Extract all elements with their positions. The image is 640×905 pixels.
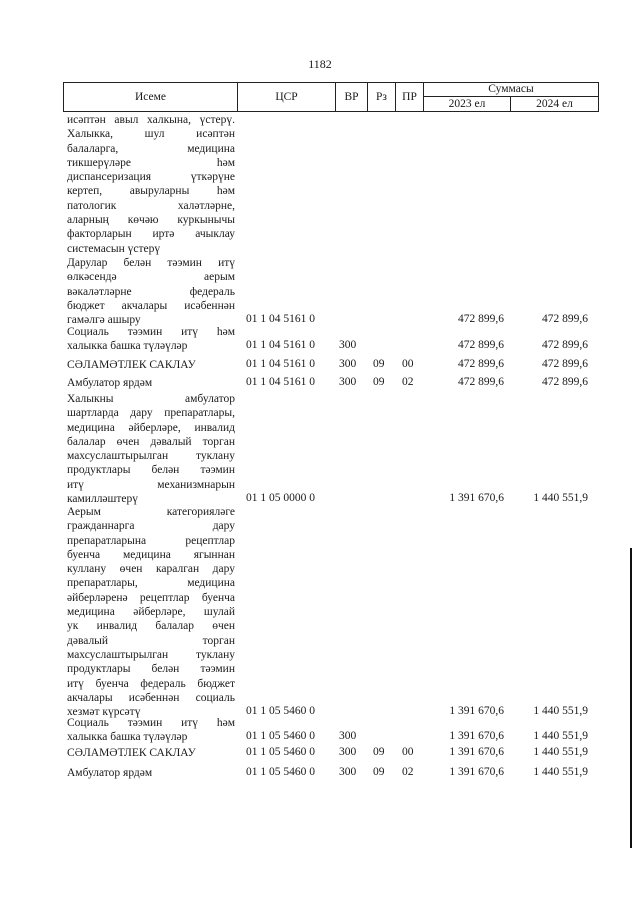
row-name-line: медицина әйберләре, шулай (67, 606, 235, 619)
row-name-line: Халыкны амбулатор (67, 393, 235, 405)
row-name-line: гражданнарга дару (67, 520, 235, 533)
row-name-line: продуктлары белән тәэмин (67, 464, 235, 477)
row-name (67, 256, 235, 327)
row-sum-2024: 472 899,6 (542, 339, 588, 352)
row-name-line: балаларга, медицина (67, 142, 235, 155)
row-name-line: кертеп, авыруларны һәм (67, 185, 235, 198)
row-name (67, 716, 235, 745)
row-name (67, 376, 235, 390)
row-rz: 09 (373, 746, 385, 758)
row-name-line: итү буенча федераль бюджет (67, 677, 235, 690)
row-csr: 01 1 04 5161 0 (246, 376, 315, 388)
row-csr: 01 1 04 5161 0 (246, 358, 315, 370)
row-name-line: аларның көчәю куркынычы (67, 214, 235, 227)
row-rz: 09 (373, 766, 385, 778)
table-header (63, 82, 599, 112)
row-sum-2023: 1 391 670,6 (449, 705, 504, 718)
row-pr: 00 (402, 358, 414, 370)
row-name-line: ук инвалид балалар өчен (67, 620, 235, 633)
row-name-line: махсуслаштырылган туклану (67, 450, 235, 463)
row-sum-2024: 1 440 551,9 (533, 705, 588, 718)
header-year-2023: 2023 ел (424, 97, 511, 111)
header-sums (424, 83, 598, 111)
row-vr: 300 (339, 376, 357, 388)
row-name-line: бюджет акчалары исәбеннән (67, 299, 235, 312)
row-name-line: патологик халәтләрне, (67, 199, 235, 212)
row-csr: 01 1 04 5161 0 (246, 313, 315, 326)
row-csr: 01 1 04 5161 0 (246, 339, 315, 352)
row-name-line: итү механизмнарын (67, 478, 235, 491)
row-name-line: өлкәсендә аерым (67, 271, 235, 284)
row-name-line: Социаль тәэмин итү һәм (67, 717, 235, 729)
row-csr: 01 1 05 5460 0 (246, 746, 315, 758)
row-name-line: акчалары исәбеннән социаль (67, 691, 235, 704)
row-name (67, 113, 235, 256)
header-sums-title: Суммасы (424, 83, 598, 97)
header-name: Исеме (64, 83, 238, 111)
row-name-line: халыкка башка түләүләр (67, 731, 188, 744)
row-name (67, 325, 235, 354)
row-sum-2023: 1 391 670,6 (449, 730, 504, 743)
row-name-line: СӘЛАМӘТЛЕК САКЛАУ (67, 747, 196, 759)
row-pr: 00 (402, 746, 414, 758)
row-name-line: камилләштерү (67, 493, 139, 506)
row-name-line: буенча медицина ягыннан (67, 548, 235, 561)
row-sum-2023: 472 899,6 (458, 358, 504, 370)
row-csr: 01 1 05 5460 0 (246, 730, 315, 743)
row-name-line: махсуслаштырылган туклану (67, 648, 235, 661)
row-sum-2023: 1 391 670,6 (449, 766, 504, 778)
header-rz: Рз (368, 83, 396, 111)
row-csr: 01 1 05 5460 0 (246, 705, 315, 718)
row-name-line: балалар өчен дәвалый торган (67, 435, 235, 448)
row-sum-2023: 472 899,6 (458, 376, 504, 388)
row-name (67, 746, 235, 760)
row-vr: 300 (339, 730, 357, 743)
row-sum-2023: 472 899,6 (458, 339, 504, 352)
row-name-line: куллану өчен каралган дару (67, 563, 235, 576)
row-name-line: препаратлары, медицина (67, 577, 235, 590)
row-sum-2024: 472 899,6 (542, 313, 588, 326)
row-sum-2024: 1 440 551,9 (533, 766, 588, 778)
row-rz: 09 (373, 376, 385, 388)
row-name-line: диспансеризация үткәрүне (67, 171, 235, 184)
row-name-line: дәвалый торган (67, 634, 235, 647)
row-name-line: Аерым категорияләге (67, 506, 235, 518)
row-sum-2024: 472 899,6 (542, 358, 588, 370)
row-vr: 300 (339, 766, 357, 778)
row-vr: 300 (339, 746, 357, 758)
row-name-line: вәкаләтләрне федераль (67, 285, 235, 298)
row-name-line: системасын үстерү (67, 242, 161, 255)
row-name-line: медицина әйберләре, инвалид (67, 421, 235, 434)
row-name-line: Халыкка, шул исәптән (67, 128, 235, 141)
row-rz: 09 (373, 358, 385, 370)
row-name-line: факторларын иртә ачыклау (67, 228, 235, 241)
header-pr: ПР (396, 83, 424, 111)
row-name-line: Социаль тәэмин итү һәм (67, 326, 235, 338)
row-name-line: Амбулатор ярдәм (67, 377, 153, 389)
row-name (67, 392, 235, 506)
header-year-2024: 2024 ел (536, 98, 573, 110)
row-name-line: исәптән авыл халкына, үстерү. (67, 114, 235, 126)
page-edge-rule (630, 548, 632, 848)
row-sum-2024: 472 899,6 (542, 376, 588, 388)
row-name-line: тикшерүләре һәм (67, 156, 235, 169)
row-name-line: Дарулар белән тәэмин итү (67, 257, 235, 269)
row-name-line: гамәлгә ашыру (67, 314, 141, 327)
row-name-line: шартларда дару препаратлары, (67, 407, 235, 420)
row-name-line: препаратларына рецептлар (67, 534, 235, 547)
row-sum-2024: 1 440 551,9 (533, 730, 588, 743)
row-sum-2024: 1 440 551,9 (533, 746, 588, 758)
row-name-line: продуктлары белән тәэмин (67, 663, 235, 676)
header-vr: ВР (336, 83, 368, 111)
row-name-line: хезмәт күрсәтү (67, 706, 141, 719)
row-sum-2024: 1 440 551,9 (533, 492, 588, 505)
row-csr: 01 1 05 0000 0 (246, 492, 315, 505)
row-name-line: СӘЛАМӘТЛЕК САКЛАУ (67, 359, 196, 371)
row-sum-2023: 1 391 670,6 (449, 746, 504, 758)
row-name (67, 358, 235, 372)
row-name (67, 766, 235, 780)
row-name (67, 505, 235, 719)
row-sum-2023: 1 391 670,6 (449, 492, 504, 505)
row-pr: 02 (402, 766, 414, 778)
row-pr: 02 (402, 376, 414, 388)
row-name-line: әйберләренә рецептлар буенча (67, 591, 235, 604)
row-vr: 300 (339, 339, 357, 352)
row-vr: 300 (339, 358, 357, 370)
row-name-line: Амбулатор ярдәм (67, 767, 153, 779)
row-name-line: халыкка башка түләүләр (67, 340, 188, 353)
page-number: 1182 (308, 57, 332, 71)
row-sum-2023: 472 899,6 (458, 313, 504, 326)
header-csr: ЦСР (238, 83, 336, 111)
row-csr: 01 1 05 5460 0 (246, 766, 315, 778)
